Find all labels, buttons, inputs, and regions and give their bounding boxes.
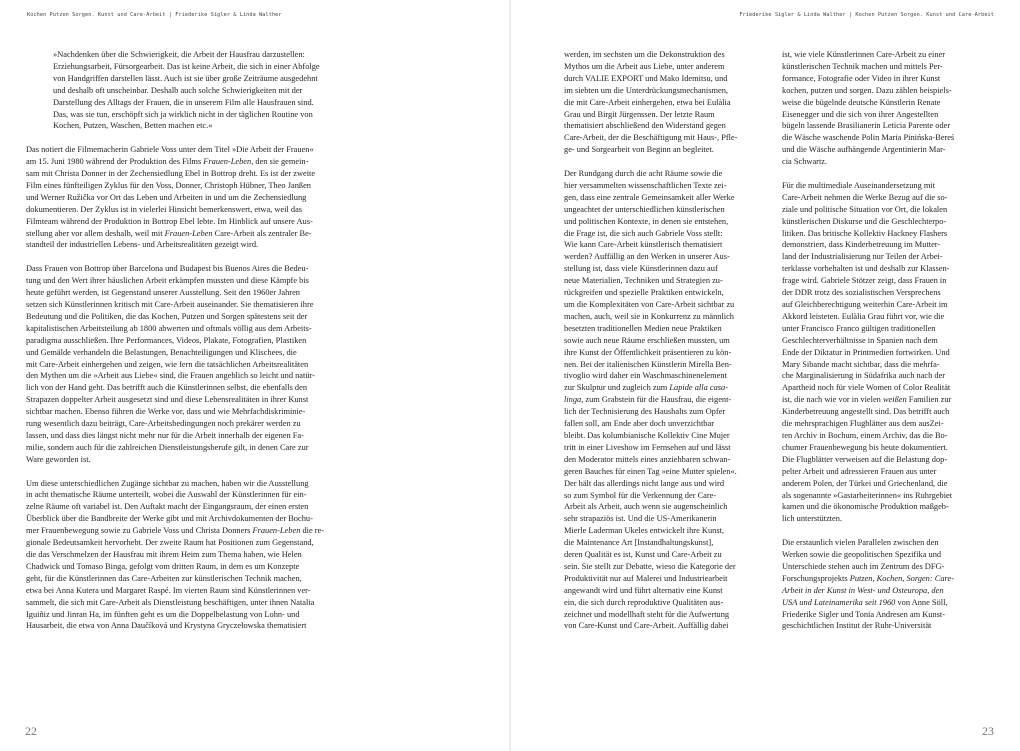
- text-line: und die Wäsche aufhängende Argentinierin Mar-: [782, 145, 946, 155]
- page-number-left: 22: [25, 724, 37, 738]
- text-line: künstlerischen Technik machen und mittels Per-: [782, 61, 943, 71]
- text-line: sehr strapaziös ist. Und die US-Amerikanerin: [564, 514, 717, 524]
- text-line: als sogenannte »Gastarbeiterinnen« ins Ruhrgebiet: [782, 490, 953, 500]
- text-line: geren Bauches für einen Tag »eine Mutter spielen«.: [564, 466, 737, 476]
- text-line: Apartheid noch für viele Women of Color Realität: [782, 383, 951, 393]
- paragraph-rooms-continued: [564, 49, 764, 156]
- text-line: sam mit Christa Donner in der Zechensiedlung Ebel in Bottrop dreht. Es ist der zweite: [26, 169, 316, 179]
- text-line: Werken sowie die geopolitischen Spezifika und: [782, 550, 942, 560]
- text-line: Bedeutung und die Politiken, die das Kochen, Putzen und Sorgen spätestens seit der: [26, 311, 308, 321]
- text-line: Darstellung des Alltags der Frauen, die in unserem Film alle Hausfrauen sind.: [53, 97, 314, 107]
- text-line: Arbeit in der Kunst in West- und Osteuropa, den: [782, 585, 944, 595]
- text-line: sichtbar machen. Ebenso führen die Werke vor, dass und wie Mehrfachdiskriminie-: [26, 407, 306, 417]
- text-line: Kinderbetreuung angestellt sind. Das betrifft auch: [782, 407, 950, 417]
- text-line: Unterschiede stehen auch im Zentrum des DFG-: [782, 561, 945, 571]
- text-line: USA und Lateinamerika seit 1960 von Anne Söll,: [782, 597, 948, 607]
- page-number-right: 23: [982, 724, 994, 738]
- text-line: milie, sondern auch für die zahlreichen Dienstleistungsberufe gilt, in denen Care zur: [26, 442, 309, 452]
- text-line: nen. Bei der italienischen Künstlerin Mirella Ben-: [564, 359, 732, 369]
- text-line: Mythos um die Arbeit aus Liebe, unter anderem: [564, 61, 725, 71]
- text-line: neue Materialien, Techniken und Strategien zu-: [564, 276, 723, 286]
- text-line: fallen soll, am Ende aber doch unverzichtbar: [564, 419, 714, 429]
- text-line: rückgreifen und spezielle Praktiken entwickeln,: [564, 288, 724, 298]
- text-line: Das, was sie tun, erschöpft sich ja wirklich nicht in der täglichen Routine von: [53, 109, 313, 119]
- text-line: terklasse vorbehalten ist und deshalb zur Klassen-: [782, 264, 950, 274]
- text-line: che Marginalisierung in Südafrika auch nach der: [782, 371, 946, 381]
- text-line: angewandt wird und führt alternativ eine Kunst: [564, 585, 723, 595]
- opening-quote: [26, 49, 479, 132]
- text-line: den Moderator mittels eines anziehbaren schwan-: [564, 454, 731, 464]
- text-line: Care-Arbeit, der die Beschäftigung mit Haus-, Pfle-: [564, 133, 738, 143]
- text-line: bügeln lassende Brasilianerin Leticia Parente oder: [782, 121, 951, 131]
- text-line: die mehrsprachigen Flugblätter aus dem ausZei-: [782, 419, 944, 429]
- text-line: werden? Auffällig an den Werken in unserer Aus-: [564, 252, 730, 262]
- text-line: werden, im sechsten um die Dekonstruktion des: [564, 50, 725, 59]
- text-line: Ende der Diktatur in Printmedien fortwirken. Und: [782, 347, 950, 357]
- right-column-1: [564, 49, 764, 644]
- text-line: ge- und Sorgearbeit von Beginn an begleitet.: [564, 145, 714, 155]
- text-line: rung wesentlich dazu beiträgt, Care-Arbeitsbedingungen noch prekärer werden zu: [26, 419, 301, 429]
- text-line: Für die multimediale Auseinandersetzung mit: [782, 180, 936, 190]
- text-line: zelne Räume oft variabel ist. Den Auftakt macht der Eingangsraum, der einen ersten: [26, 502, 309, 512]
- text-line: Die Flugblätter verweisen auf die Belastung dop-: [782, 454, 948, 464]
- text-line: Erziehungsarbeit, Fürsorgearbeit. Das ist keine Arbeit, die sich in einer Abfolge: [53, 61, 320, 71]
- text-line: Kochen, Putzen, Waschen, Betten machen etc.«: [53, 121, 213, 131]
- text-line: stellung ist, dass viele Künstlerinnen dazu auf: [564, 264, 718, 274]
- text-line: geschichtlichen Institut der Ruhr-Universität: [782, 621, 932, 631]
- text-line: Grau und Birgit Jürgenssen. Der letzte Raum: [564, 109, 715, 119]
- text-line: pelter Arbeit und adressieren Frauen aus unter: [782, 466, 937, 476]
- paragraph-bottrop: [26, 263, 479, 465]
- text-line: Ware geworden ist.: [26, 454, 91, 464]
- text-line: tung und den Wert ihrer häuslichen Arbeit erkämpfen mussten und diese Kämpfe bis: [26, 276, 309, 286]
- text-line: unter Francisco Franco gültigen traditionellen: [782, 323, 936, 333]
- text-line: auf Gleichberechtigung weiterhin Care-Arbeit im: [782, 300, 948, 310]
- text-line: Mierle Laderman Ukeles entwickelt ihre Kunst,: [564, 526, 725, 536]
- paragraph-rooms: [26, 478, 479, 633]
- text-line: weise die bügelnde deutsche Künstlerin Renate: [782, 97, 941, 107]
- text-line: ein, die sich durch reproduktive Qualitäten aus-: [564, 597, 724, 607]
- paragraph-techniques: [782, 49, 988, 168]
- text-line: Arbeit als Arbeit, auch wenn sie augenscheinlich: [564, 502, 728, 512]
- text-line: Produktivität nur auf Malerei und Industriearbeit: [564, 573, 728, 583]
- text-line: um die Komplexitäten von Care-Arbeit sichtbar zu: [564, 300, 735, 310]
- text-line: und politischen Kontexte, in denen sie entstehen,: [564, 216, 729, 226]
- text-line: Filmteam während der Produktion in Bottrop Ebel lebte. Im Hinblick auf unsere Aus-: [26, 216, 313, 226]
- text-line: anderem Polen, der Türkei und Griechenland, die: [782, 478, 948, 488]
- paragraph-parallels: [782, 537, 988, 632]
- text-line: ist, die nach wie vor in vielen weißen Familien zur: [782, 395, 952, 405]
- text-line: künstlerischen Diskurse und die Geschlechterpo-: [782, 216, 947, 226]
- text-line: Dass Frauen von Bottrop über Barcelona und Budapest bis Buenos Aires die Bedeu-: [26, 264, 309, 274]
- text-line: ten Archiv in Bochum, einem Archiv, das die Bo-: [782, 430, 948, 440]
- text-line: so zum Symbol für die Verkennung der Care-: [564, 490, 717, 500]
- text-line: Das notiert die Filmemacherin Gabriele Voss unter dem Titel »Die Arbeit der Frauen«: [26, 145, 314, 155]
- text-line: machen, auch, weil sie in Konkurrenz zu männlich: [564, 311, 734, 321]
- text-line: am 15. Juni 1980 während der Produktion des Films Frauen-Leben, den sie gemein-: [26, 157, 309, 167]
- text-line: besetzten traditionellen Medien neue Praktiken: [564, 323, 722, 333]
- text-line: gionale Bedeutsamkeit hervorhebt. Der zweite Raum hat Positionen zum Gegenstand,: [26, 538, 314, 548]
- text-line: heute geführt werden, ist Gegenstand unserer Ausstellung. Seit den 1960er Jahren: [26, 288, 300, 298]
- text-line: im siebten um die Unterdrückungsmechanismen,: [564, 85, 728, 95]
- paragraph-multimedia: [782, 180, 988, 525]
- text-line: zur Skulptur und zugleich zum Lapide alla casa-: [564, 383, 728, 393]
- text-line: Überblick über die Bandbreite der Werke gibt und mit Archivdokumenten der Bochu-: [26, 514, 313, 524]
- text-line: thematisiert abschließend den Widerstand gegen: [564, 121, 726, 131]
- text-line: durch VALIE EXPORT und Mako Idemitsu, und: [564, 73, 728, 83]
- right-column-2: [782, 49, 988, 644]
- text-line: mer Frauenbewegung sowie zu Gabriele Voss und Christa Donners Frauen-Leben die re-: [26, 526, 325, 536]
- text-line: »Nachdenken über die Schwierigkeit, die Arbeit der Hausfrau darzustellen:: [53, 50, 305, 59]
- text-line: die das Verschmelzen der Hausfrau mit ihrem Heim zum Thema haben, wie Helen: [26, 550, 302, 560]
- text-line: Friederike Sigler und Tonia Andresen am Kunst-: [782, 609, 946, 619]
- left-text-column: [26, 49, 479, 644]
- text-line: lassen, und dass dies längst nicht mehr nur für die Arbeit innerhalb der eigenen Fa-: [26, 430, 304, 440]
- text-line: die mit Care-Arbeit einhergehen, etwa bei Eulàlia: [564, 97, 731, 107]
- text-line: gen, dass eine zentrale Gemeinsamkeit aller Werke: [564, 192, 735, 202]
- text-line: ihre Kunst der Öffentlichkeit präsentieren zu kön-: [564, 347, 732, 357]
- text-line: die Frage ist, die sich auch Gabriele Voss stellt:: [564, 228, 723, 238]
- text-line: stellung aber vor allem deshalb, weil mit Frauen-Leben Care-Arbeit als zentraler Be-: [26, 228, 312, 238]
- text-line: zeichnet und modellhaft steht für die Aufwertung: [564, 609, 730, 619]
- text-line: land der Industrialisierung nur Teilen der Arbei-: [782, 252, 943, 262]
- text-line: Der Rundgang durch die acht Räume sowie die: [564, 169, 723, 179]
- text-line: Akkord leisteten. Eulàlia Grau führt vor, wie die: [782, 311, 945, 321]
- text-line: kapitalistischen Arbeitsteilung ab 1800 abwerten und oftmals völlig aus dem Arbeits-: [26, 323, 312, 333]
- text-line: deren Qualität es ist, Kunst und Care-Arbeit zu: [564, 550, 722, 560]
- text-line: Film eines fünfteiligen Zyklus für den Voss, Donner, Christoph Hübner, Theo Janßen: [26, 180, 311, 190]
- text-line: den Mythen um die »Arbeit aus Liebe« sind, die Frauen angeblich so leicht und natür-: [26, 371, 315, 381]
- text-line: etwa bei Anna Kutera und Margaret Raspé. Im vierten Raum sind Künstlerinnen ver-: [26, 585, 311, 595]
- text-line: formance, Fotografie oder Video in ihrer Kunst: [782, 73, 941, 83]
- text-line: Eisenegger und die sich von ihrer Angestellten: [782, 109, 939, 119]
- text-line: sammelt, die sich mit Care-Arbeit als Dienstleistung beschäftigen, unter ihnen Natalia: [26, 597, 315, 607]
- text-line: Mary Sibande macht sichtbar, dass die mehrfa-: [782, 359, 940, 369]
- text-line: lich der Technisierung des Haushalts zum Opfer: [564, 407, 726, 417]
- text-line: Hausarbeit, die etwa von Anna Daučíková und Krystyna Gryczełowska thematisiert: [26, 621, 307, 631]
- text-line: litiken. Das britische Kollektiv Hackney Flashers: [782, 228, 948, 238]
- right-page: [510, 0, 1020, 751]
- paragraph-rundgang: [564, 168, 764, 632]
- text-line: hier versammelten wissenschaftlichen Texte zei-: [564, 180, 727, 190]
- text-line: tritt in einer Liveshow im Fernsehen auf und lässt: [564, 442, 731, 452]
- text-line: kochen, putzen und sorgen. Dazu zählen beispiels-: [782, 85, 952, 95]
- text-line: mit Care-Arbeit einhergehen und zeigen, wie fern die tatsächlichen Arbeitsrealitäten: [26, 359, 309, 369]
- text-line: Forschungsprojekts Putzen, Kochen, Sorgen: Care-: [782, 573, 954, 583]
- text-line: in acht thematische Räume unterteilt, wobei die Auswahl der Künstlerinnen für ein-: [26, 490, 307, 500]
- running-header-right: Friederike Sigler & Linda Walther | Kochen Putzen Sorgen. Kunst und Care-Arbeit: [739, 12, 994, 18]
- text-line: linga, zum Grabstein für die Hausfrau, die eigent-: [564, 395, 732, 405]
- text-line: sein. Sie stellt zur Debatte, wieso die Kategorie der: [564, 561, 736, 571]
- text-line: Iguiñiz und Jinran Ha, im fünften geht es um die Doppelbelastung von Lohn- und: [26, 609, 300, 619]
- text-line: Chadwick und Tomaso Binga, gefolgt vom dritten Raum, in dem es um Konzepte: [26, 561, 300, 571]
- text-line: setzen sich Künstlerinnen kritisch mit Care-Arbeit auseinander. Sie thematisieren ihre: [26, 300, 314, 309]
- text-line: paradigma ausschließen. Ihre Performances, Videos, Plakate, Fotografien, Plastiken: [26, 335, 307, 345]
- text-line: lich von der Hand geht. Das betrifft auch die Künstlerinnen selbst, die ebenfalls den: [26, 383, 308, 393]
- text-line: Strapazen doppelter Arbeit ausgesetzt sind und diese Lebensrealitäten in ihrer Kunst: [26, 395, 309, 405]
- text-line: und deshalb oft unscheinbar. Deshalb auch solche Schwierigkeiten mit der: [53, 85, 303, 95]
- text-line: und Werner Ružička vor Ort das Leben und Arbeiten in und um die Zechensiedlung: [26, 192, 307, 202]
- text-line: von Care-Kunst und Care-Arbeit. Auffällig dabei: [564, 621, 729, 631]
- text-line: geht, für die Künstlerinnen das Care-Arbeiten zur künstlerischen Technik machen,: [26, 573, 302, 583]
- text-line: Care-Arbeit nehmen die Werke Bezug auf die so-: [782, 192, 948, 202]
- text-line: von Handgriffen darstellen lässt. Auch ist sie über große Zeiträume ausgedehnt: [53, 73, 318, 83]
- running-header-left: Kochen Putzen Sorgen. Kunst und Care-Arbeit | Friederike Sigler & Linda Walther: [27, 12, 282, 18]
- text-line: ist, wie viele Künstlerinnen Care-Arbeit zu einer: [782, 50, 946, 59]
- text-line: Um diese unterschiedlichen Zugänge sichtbar zu machen, haben wir die Ausstellung: [26, 478, 309, 488]
- text-line: chumer Frauenbewegung bis heute dokumentiert.: [782, 442, 948, 452]
- text-line: kamen und die ökonomische Produktion maßgeb-: [782, 502, 949, 512]
- text-line: standteil der industriellen Lebens- und Arbeitsrealitäten gezeigt wird.: [26, 240, 259, 250]
- text-line: dokumentieren. Der Zyklus ist in vielerlei Hinsicht bemerkenswert, etwa, weil das: [26, 204, 303, 214]
- text-line: cia Schwartz.: [782, 157, 828, 167]
- paragraph-voss: [26, 144, 479, 251]
- text-line: die Maintenance Art [Instandhaltungskunst],: [564, 538, 714, 548]
- text-line: lich unterstützten.: [782, 514, 843, 524]
- text-line: demonstriert, dass Kinderbetreuung im Mutter-: [782, 240, 941, 250]
- text-line: der DDR trotz des sozialistischen Versprechens: [782, 288, 941, 298]
- text-line: bleibt. Das kolumbianische Kollektiv Cine Mujer: [564, 430, 730, 440]
- text-line: ziale und politische Situation vor Ort, die lokalen: [782, 204, 948, 214]
- text-line: Der hält das allerdings nicht lange aus und wird: [564, 478, 725, 488]
- text-line: Wie kann Care-Arbeit künstlerisch thematisiert: [564, 240, 723, 250]
- text-line: Geschlechterverhältnisse in Spanien nach dem: [782, 335, 938, 345]
- text-line: und Gemälde verhandeln die Belastungen, Benachteiligungen und Klischees, die: [26, 347, 297, 357]
- text-line: ungeachtet der unterschiedlichen künstlerischen: [564, 204, 725, 214]
- text-line: Die erstaunlich vielen Parallelen zwischen den: [782, 538, 939, 548]
- text-line: tivoglio wird daher ein Waschmaschinenelement: [564, 371, 727, 381]
- text-line: frage wird. Gabriele Stötzer zeigt, dass Frauen in: [782, 276, 947, 286]
- text-line: die Wäsche waschende Polin Maria Pinińska-Bereś: [782, 133, 955, 143]
- text-line: sowie auch neue Räume erschließen mussten, um: [564, 335, 730, 345]
